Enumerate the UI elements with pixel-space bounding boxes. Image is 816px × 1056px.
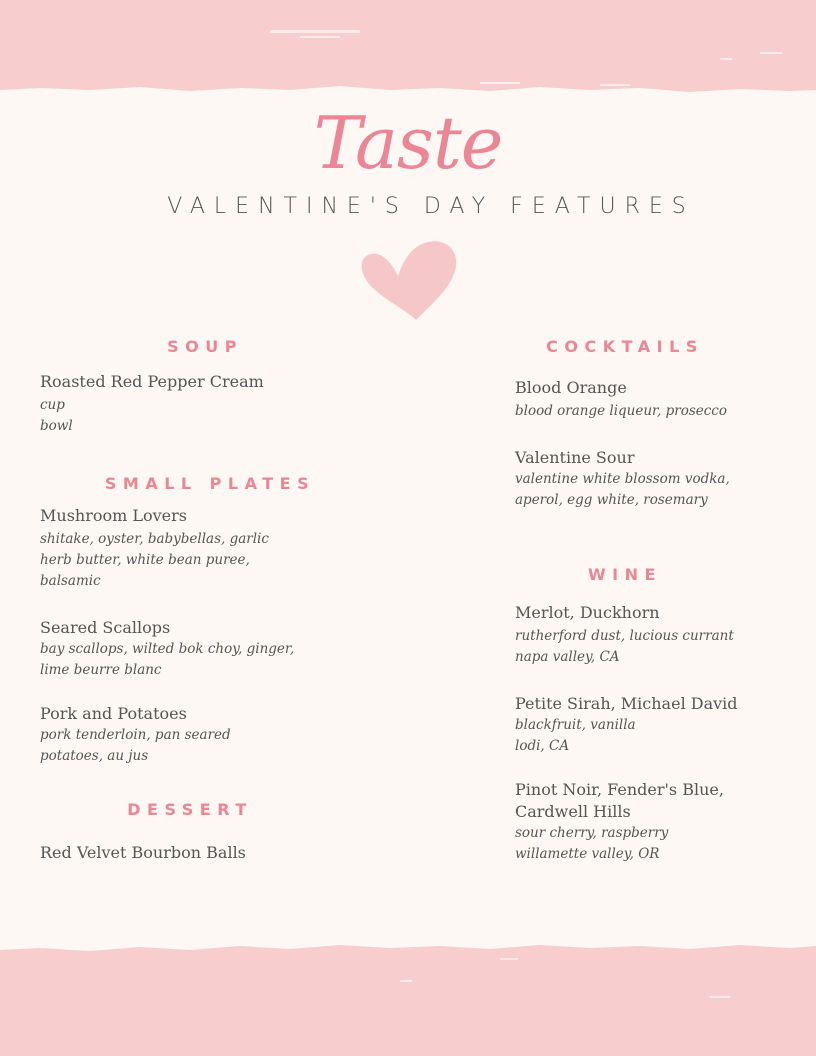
item-name: Red Velvet Bourbon Balls <box>40 843 246 862</box>
item-description: blackfruit, vanilla <box>515 717 636 733</box>
item-name: Cardwell Hills <box>515 802 631 821</box>
item-description: blood orange liqueur, prosecco <box>515 403 727 419</box>
bottom-decorative-band <box>0 936 816 1056</box>
page-title: Taste <box>313 101 503 185</box>
item-name: Pinot Noir, Fender's Blue, <box>515 780 724 799</box>
menu-item <box>40 703 320 767</box>
item-option: cup <box>40 397 65 413</box>
item-description: aperol, egg white, rosemary <box>515 492 708 508</box>
item-region: lodi, CA <box>515 738 570 754</box>
item-description: bay scallops, wilted bok choy, ginger, <box>40 641 295 657</box>
menu-item <box>515 377 795 422</box>
item-description: pork tenderloin, pan seared <box>40 727 231 743</box>
item-description: potatoes, au jus <box>40 748 149 764</box>
item-description: lime beurre blanc <box>40 662 162 678</box>
menu-item <box>515 779 795 865</box>
menu-item <box>40 505 320 592</box>
item-description: sour cherry, raspberry <box>515 825 669 841</box>
menu-item <box>40 842 320 864</box>
menu-item <box>40 371 320 437</box>
item-description: shitake, oyster, babybellas, garlic <box>40 531 269 547</box>
item-name: Petite Sirah, Michael David <box>515 694 738 713</box>
heart-icon <box>358 238 460 324</box>
item-description: valentine white blossom vodka, <box>515 471 730 487</box>
item-region: willamette valley, OR <box>515 846 660 862</box>
item-name: Valentine Sour <box>515 448 635 467</box>
menu-item <box>515 693 795 757</box>
item-description: herb butter, white bean puree, <box>40 552 250 568</box>
cocktails-heading: COCKTAILS <box>546 337 704 356</box>
page-subtitle: VALENTINE'S DAY FEATURES <box>167 194 695 219</box>
item-option: bowl <box>40 418 73 434</box>
item-description: rutherford dust, lucious currant <box>515 628 734 644</box>
item-name: Roasted Red Pepper Cream <box>40 372 264 391</box>
item-region: napa valley, CA <box>515 649 620 665</box>
menu-item <box>515 447 795 511</box>
menu-item <box>515 602 795 668</box>
item-name: Blood Orange <box>515 378 627 397</box>
menu-item <box>40 617 320 681</box>
dessert-heading: DESSERT <box>127 800 253 819</box>
top-decorative-band <box>0 0 816 100</box>
small-plates-heading: SMALL PLATES <box>104 474 316 493</box>
item-description: balsamic <box>40 573 101 589</box>
item-name: Pork and Potatoes <box>40 704 187 723</box>
item-name: Merlot, Duckhorn <box>515 603 660 622</box>
item-name: Seared Scallops <box>40 618 171 637</box>
wine-heading: WINE <box>588 565 662 584</box>
item-name: Mushroom Lovers <box>40 506 187 525</box>
soup-heading: SOUP <box>167 337 243 356</box>
